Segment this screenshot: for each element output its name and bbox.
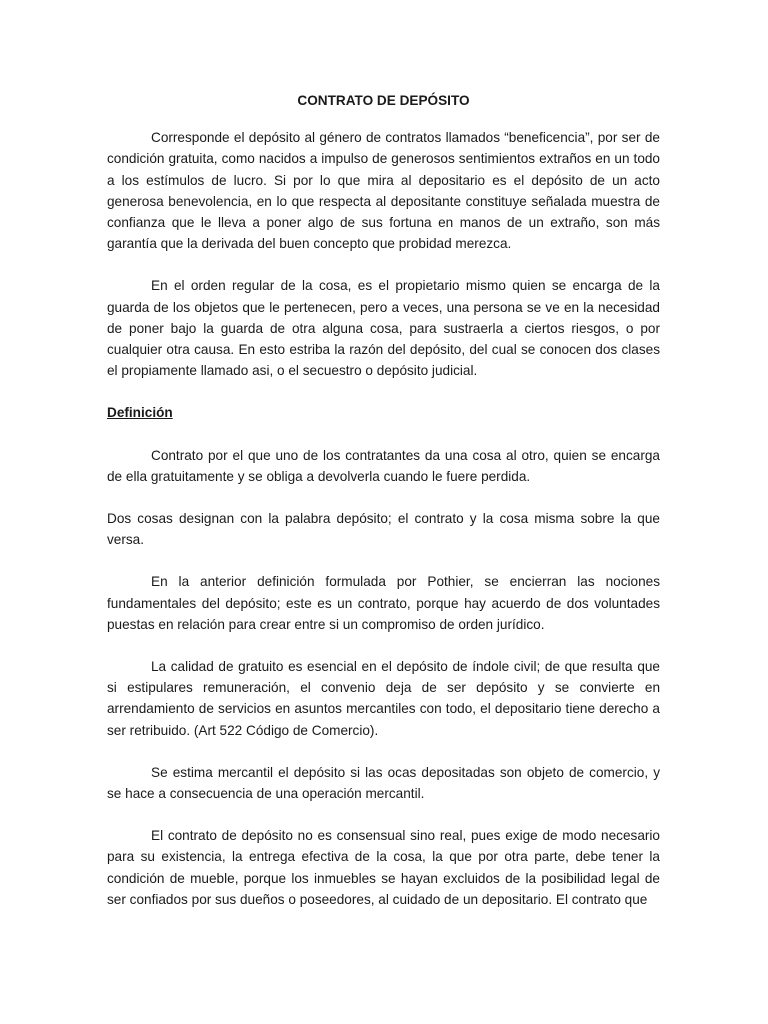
paragraph-beneficencia: Corresponde el depósito al género de contratos llamados “beneficencia”, por ser de condición gratuita, como nacidos a impulso de generosos sentimientos extraños en un todo a los estímulos de lucro. Si por lo que mira al depositario es el depósito de un acto generosa benevolencia, en lo que respecta al depositante constituye señalada muestra de confianza que le lleva a poner algo de sus fortuna en manos de un extraño, son más garantía que la derivada del buen concepto que probidad merezca. xyxy=(107,130,660,252)
paragraph-mercantil: Se estima mercantil el depósito si las ocas depositadas son objeto de comercio, y se hace a consecuencia de una operación mercantil. xyxy=(107,764,660,802)
paragraph-contrato-real: El contrato de depósito no es consensual sino real, pues exige de modo necesario para su existencia, la entrega efectiva de la cosa, la que por otra parte, debe tener la condición de mueble, porque los inmuebles se hayan excluidos de la posibilidad legal de ser confiados por sus dueños o poseedores, al cuidado de un depositario. El contrato que xyxy=(107,828,660,907)
document-title: CONTRATO DE DEPÓSITO xyxy=(297,93,470,108)
section-heading-definicion: Definición xyxy=(107,405,173,421)
paragraph-gratuito: La calidad de gratuito es esencial en el depósito de índole civil; de que resulta que si estipulares remuneración, el convenio deja de ser depósito y se convierte en arrendamiento de servicios en asuntos mercantiles con todo, el depositario tiene derecho a ser retribuido. (Art 522 Código de Comercio). xyxy=(107,659,660,738)
paragraph-pothier: En la anterior definición formulada por Pothier, se encierran las nociones fundamentales del depósito; este es un contrato, porque hay acuerdo de dos voluntades puestas en relación para crear entre si un compromiso de orden jurídico. xyxy=(107,574,660,632)
paragraph-dos-cosas: Dos cosas designan con la palabra depósito; el contrato y la cosa misma sobre la que versa. xyxy=(107,511,660,548)
paragraph-definicion: Contrato por el que uno de los contratantes da una cosa al otro, quien se encarga de ella gratuitamente y se obliga a devolverla cuando le fuere perdida. xyxy=(107,447,660,484)
paragraph-orden-regular: En el orden regular de la cosa, es el propietario mismo quien se encarga de la guarda de los objetos que le pertenecen, pero a veces, una persona se ve en la necesidad de poner bajo la guarda de otra alguna cosa, para sustraerla a ciertos riesgos, o por cualquier otra causa. En esto estriba la razón del depósito, del cual se conocen dos clases el propiamente llamado asi, o el secuestro o depósito judicial. xyxy=(107,278,660,379)
document-body xyxy=(107,90,660,910)
